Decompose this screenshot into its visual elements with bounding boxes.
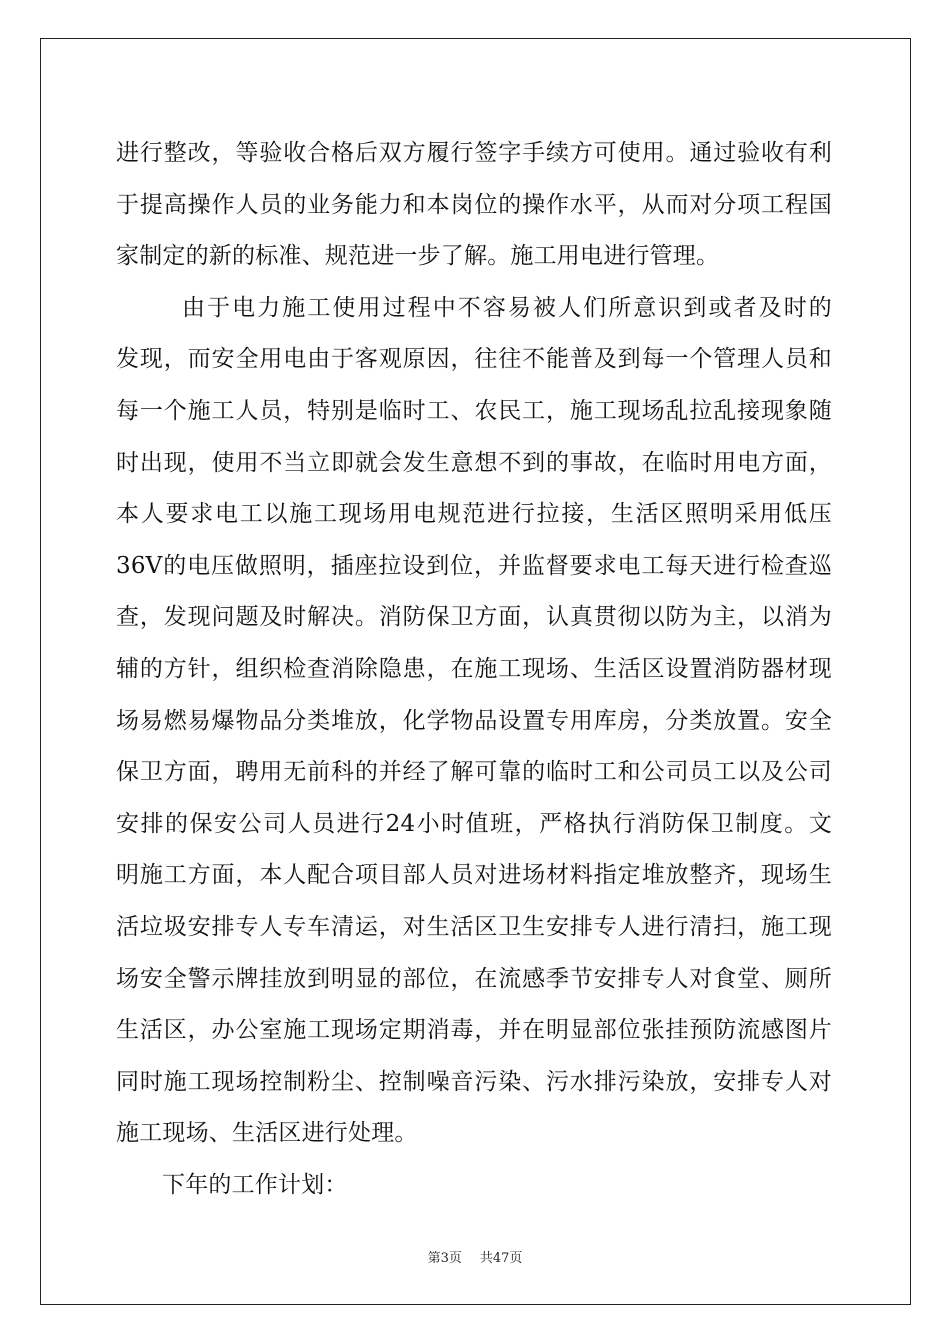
document-body [116,128,832,1211]
text-line: 场安全警示牌挂放到明显的部位，在流感季节安排专人对食堂、厕所 [116,965,832,992]
text-line: 发现，而安全用电由于客观原因，往往不能普及到每一个管理人员和 [116,346,832,373]
page-total: 共47页 [479,1251,523,1266]
text-line: 同时施工现场控制粉尘、控制噪音污染、污水排污染放，安排专人对 [116,1068,832,1095]
page-number: 第3页 [427,1251,462,1266]
text-line: 查，发现问题及时解决。消防保卫方面，认真贯彻以防为主，以消为 [116,604,832,631]
text-line: 生活区，办公室施工现场定期消毒，并在明显部位张挂预防流感图片 [116,1017,832,1044]
page-footer [0,1247,950,1266]
text-line: 于提高操作人员的业务能力和本岗位的操作水平，从而对分项工程国 [116,191,832,218]
text-line: 施工现场、生活区进行处理。 [116,1120,418,1147]
text-line: 家制定的新的标准、规范进一步了解。施工用电进行管理。 [116,243,720,270]
text-line: 场易燃易爆物品分类堆放，化学物品设置专用库房，分类放置。安全 [116,707,832,734]
paragraph-first-line: 由于电力施工使用过程中不容易被人们所意识到或者及时的 [182,294,832,321]
text-line: 进行整改，等验收合格后双方履行签字手续方可使用。通过验收有利 [116,140,832,166]
text-line: 时出现，使用不当立即就会发生意想不到的事故，在临时用电方面， [116,449,832,476]
text-line: 本人要求电工以施工现场用电规范进行拉接，生活区照明采用低压 [116,501,832,528]
section-heading: 下年的工作计划： [162,1171,348,1198]
text-line: 活垃圾安排专人专车清运，对生活区卫生安排专人进行清扫，施工现 [116,913,832,940]
text-line: 保卫方面，聘用无前科的并经了解可靠的临时工和公司员工以及公司 [116,759,832,786]
text-line: 安排的保安公司人员进行24小时值班，严格执行消防保卫制度。文 [116,810,832,837]
text-line: 辅的方针，组织检查消除隐患，在施工现场、生活区设置消防器材现 [116,655,832,682]
text-line: 明施工方面，本人配合项目部人员对进场材料指定堆放整齐，现场生 [116,862,832,889]
text-line: 36V的电压做照明，插座拉设到位，并监督要求电工每天进行检查巡 [116,552,832,579]
text-line: 每一个施工人员，特别是临时工、农民工，施工现场乱拉乱接现象随 [116,397,832,424]
